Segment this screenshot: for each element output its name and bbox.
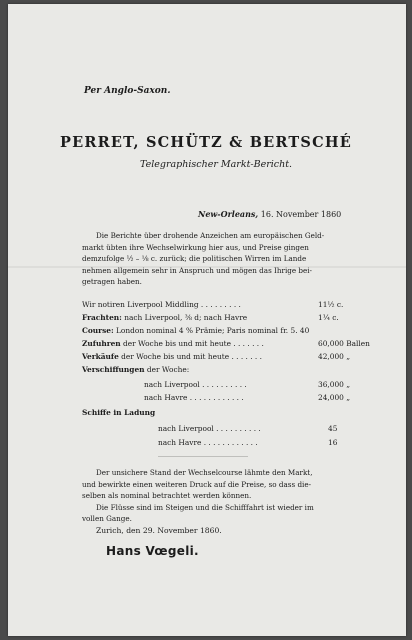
closing-line: vollen Gange. <box>82 514 132 523</box>
label-keyword: Course: <box>82 326 114 335</box>
closing-line: selben als nominal betrachtet werden können. <box>82 491 252 500</box>
market-row <box>82 339 370 348</box>
market-row-label <box>82 339 264 348</box>
market-row <box>82 326 309 335</box>
shipment-value: 36,000 „ <box>318 380 351 389</box>
dateline-date: 16. November 1860 <box>260 210 342 219</box>
label-text: der Woche bis und mit heute . . . . . . . <box>118 352 262 361</box>
intro-line: getragen haben. <box>82 277 142 286</box>
document-page <box>8 4 406 636</box>
dateline <box>198 209 341 219</box>
market-row-label <box>82 326 309 335</box>
label-text: Middling . . . . . . . . . <box>164 300 241 309</box>
intro-line: nehmen allgemein sehr in Anspruch und mögen das Ihrige bei- <box>82 265 312 275</box>
market-row <box>82 352 351 361</box>
shipment-value: 24,000 „ <box>318 393 351 402</box>
shipment-row <box>144 380 351 389</box>
label-text: nach Liverpool, ⅜ d; nach Havre <box>121 313 248 322</box>
ships-value: 16 <box>328 438 338 447</box>
ships-label: nach Liverpool . . . . . . . . . . <box>158 424 261 433</box>
market-row-value: 1¼ c. <box>318 313 339 322</box>
shipment-label: nach Havre . . . . . . . . . . . . <box>144 393 244 402</box>
market-row <box>82 300 344 309</box>
market-row-value: 42,000 „ <box>318 352 351 361</box>
market-row <box>82 365 189 374</box>
market-row-value: 60,000 Ballen <box>318 339 370 348</box>
label-text: der Woche: <box>144 365 190 374</box>
closing-line: Die Flüsse sind im Steigen und die Schifffahrt ist wieder im <box>96 502 314 512</box>
sign-place-date: Zurich, den 29. November 1860. <box>96 526 222 535</box>
firm-name: PERRET, SCHÜTZ & BERTSCHÉ <box>60 134 352 151</box>
label-text: Wir notiren Liverpool <box>82 300 165 309</box>
label-text: der Woche bis und mit heute . . . . . . . <box>120 339 264 348</box>
shipper-line: Per Anglo-Saxon. <box>84 86 171 96</box>
market-row <box>82 313 339 322</box>
shipment-row <box>144 393 351 402</box>
closing-line: Der unsichere Stand der Wechselcourse lähmte den Markt, <box>96 468 313 477</box>
intro-line: markt übten ihre Wechselwirkung hier aus, und Preise gingen <box>82 242 309 252</box>
ships-row <box>158 424 338 433</box>
ships-heading: Schiffe in Ladung <box>82 408 156 417</box>
separator-line <box>158 456 248 457</box>
intro-line: demzufolge ½ – ⅛ c. zurück; die politischen Wirren im Lande <box>82 254 307 263</box>
label-keyword: Zufuhren <box>82 339 121 348</box>
report-subtitle: Telegraphischer Markt-Bericht. <box>140 159 293 170</box>
ships-value: 45 <box>328 424 338 433</box>
ships-row <box>158 438 338 447</box>
intro-line: Die Berichte über drohende Anzeichen am europäischen Geld- <box>96 231 325 240</box>
market-row-label <box>82 365 189 374</box>
label-keyword: Frachten: <box>82 313 122 322</box>
market-row-label <box>82 352 262 361</box>
ships-label: nach Havre . . . . . . . . . . . . <box>158 438 258 447</box>
closing-line: und bewirkte einen weiteren Druck auf die Preise, so dass die- <box>82 479 312 489</box>
market-row-value: 11½ c. <box>318 300 344 309</box>
market-row-label <box>82 300 241 309</box>
label-text: London nominal 4 % Prämie; Paris nominal fr. 5. 40 <box>113 326 310 335</box>
label-keyword: Verschiffungen <box>82 365 145 374</box>
dateline-place: New-Orleans, <box>198 209 259 219</box>
market-row-label <box>82 313 247 322</box>
signature: Hans Vœgeli. <box>106 544 199 558</box>
shipment-label: nach Liverpool . . . . . . . . . . <box>144 380 247 389</box>
label-keyword: Verkäufe <box>82 352 119 361</box>
